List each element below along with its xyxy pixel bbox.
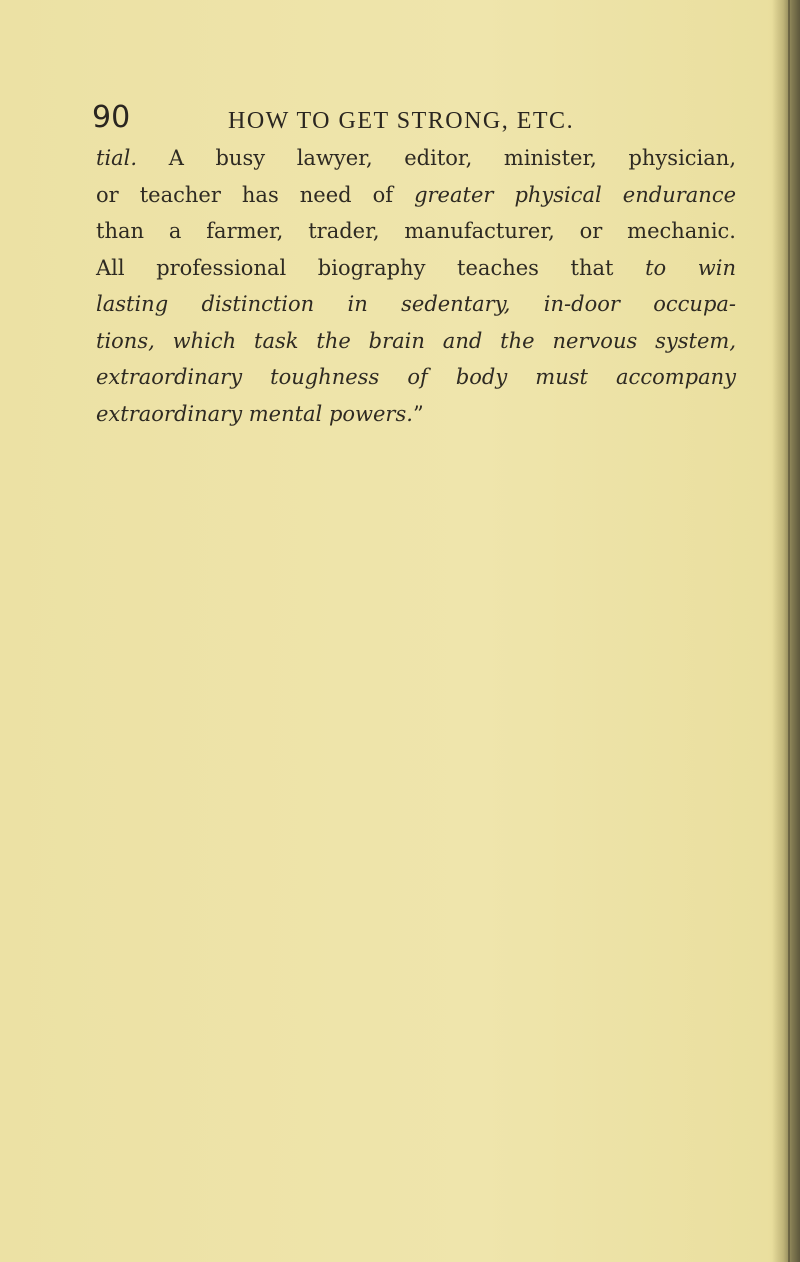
roman-text: ” — [412, 401, 424, 426]
roman-text: All professional biography teaches that — [96, 255, 646, 280]
text-line — [96, 213, 736, 250]
text-line — [96, 396, 736, 433]
italic-text: greater physical endurance — [414, 182, 737, 207]
page-edge-shadow — [772, 0, 800, 1262]
italic-text: tions, which task the brain and the nervous system, — [96, 328, 736, 353]
italic-text: extraordinary mental powers. — [96, 401, 413, 426]
running-title: HOW TO GET STRONG, ETC. — [228, 108, 575, 134]
text-line — [96, 359, 736, 396]
text-line — [96, 250, 736, 287]
italic-text: lasting distinction in sedentary, in-door occupa- — [96, 292, 736, 316]
italic-text: extraordinary toughness of body must accompany — [96, 365, 736, 389]
body-paragraph — [96, 140, 736, 432]
roman-text: than a farmer, trader, manufacturer, or mechanic. — [96, 219, 736, 243]
running-head — [92, 100, 712, 140]
page-edge-line — [788, 0, 790, 1262]
text-line — [96, 140, 736, 177]
italic-text: to win — [645, 255, 736, 280]
italic-text: tial. — [96, 146, 138, 170]
page-number: 90 — [92, 100, 131, 135]
roman-text: or teacher has need of — [96, 182, 415, 207]
roman-text: A busy lawyer, editor, minister, physician, — [137, 146, 736, 170]
text-line — [96, 323, 736, 360]
text-line — [96, 286, 736, 323]
text-line — [96, 177, 736, 214]
